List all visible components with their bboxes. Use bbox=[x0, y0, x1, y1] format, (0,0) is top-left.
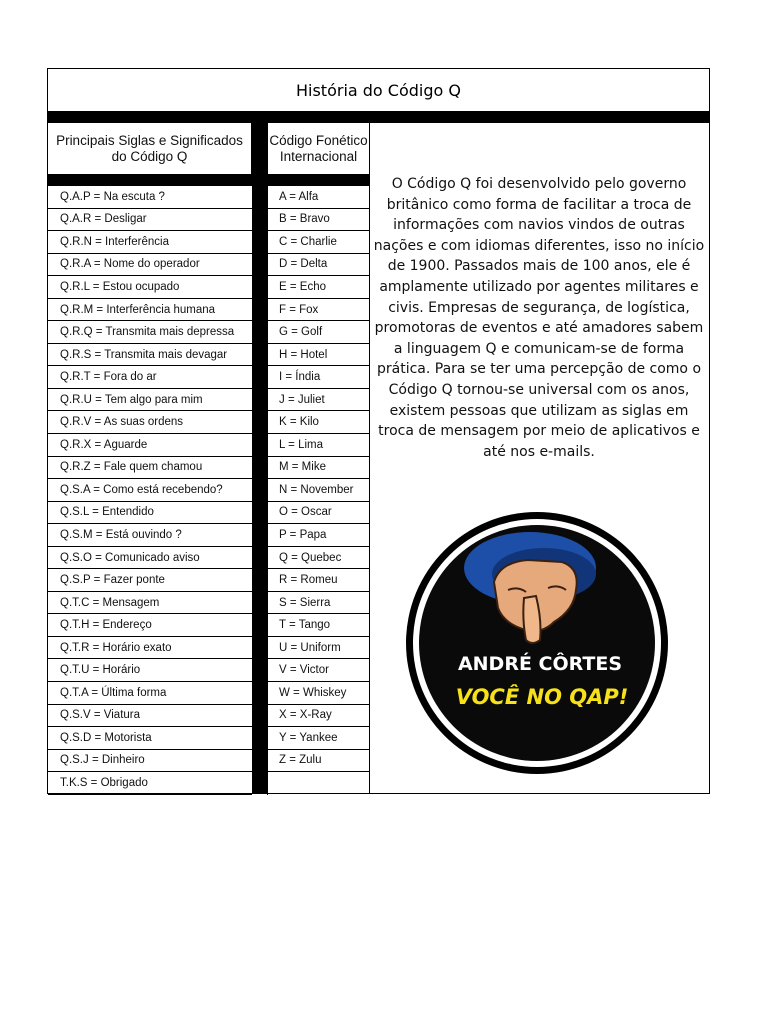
q-code-item: Q.R.S = Transmita mais devagar bbox=[48, 344, 252, 367]
phonetic-item: V = Victor bbox=[267, 659, 369, 682]
phonetic-item: M = Mike bbox=[267, 457, 369, 480]
q-code-item: Q.S.M = Está ouvindo ? bbox=[48, 524, 252, 547]
q-code-item: Q.R.T = Fora do ar bbox=[48, 366, 252, 389]
q-code-item: Q.T.C = Mensagem bbox=[48, 592, 252, 615]
q-code-item: Q.S.V = Viatura bbox=[48, 705, 252, 728]
phonetic-item: E = Echo bbox=[267, 276, 369, 299]
phonetic-item: X = X-Ray bbox=[267, 705, 369, 728]
phonetic-item: C = Charlie bbox=[267, 231, 369, 254]
phonetic-header: Código Fonético Internacional bbox=[267, 123, 369, 174]
q-code-item: Q.T.U = Horário bbox=[48, 659, 252, 682]
phonetic-item: I = Índia bbox=[267, 366, 369, 389]
q-code-item: Q.R.Z = Fale quem chamou bbox=[48, 457, 252, 480]
q-code-item: Q.S.A = Como está recebendo? bbox=[48, 479, 252, 502]
phonetic-item: S = Sierra bbox=[267, 592, 369, 615]
q-code-item: Q.S.D = Motorista bbox=[48, 727, 252, 750]
phonetic-item: A = Alfa bbox=[267, 186, 369, 209]
andre-cortes-logo bbox=[404, 510, 670, 776]
history-description: O Código Q foi desenvolvido pelo governo britânico como forma de facilitar a troca de informações com navios vindos de outras nações e com idiomas diferentes, isso no início de 1900. Passados mais de 100 anos, ele é amplamente utilizado por agentes militares e civis. Empresas de segurança, de logística, promotoras de eventos e até amadores sabem a linguagem Q e comunicam-se de forma prática. Para se ter uma percepção de como o Código Q tornou-se universal com os anos, existem pessoas que utilizam as siglas em troca de mensagem por meio de aplicativos e até nos e-mails. bbox=[373, 176, 705, 460]
q-code-item: Q.R.A = Nome do operador bbox=[48, 254, 252, 277]
phonetic-item: Y = Yankee bbox=[267, 727, 369, 750]
index-finger bbox=[523, 596, 540, 643]
q-code-item: Q.T.A = Última forma bbox=[48, 682, 252, 705]
column-separator bbox=[252, 123, 267, 794]
logo-name-text: ANDRÉ CÔRTES bbox=[457, 653, 623, 675]
q-codes-list bbox=[48, 186, 252, 795]
phonetic-item: T = Tango bbox=[267, 614, 369, 637]
phonetic-item: D = Delta bbox=[267, 254, 369, 277]
phonetic-item: N = November bbox=[267, 479, 369, 502]
q-code-item: Q.R.M = Interferência humana bbox=[48, 299, 252, 322]
phonetic-empty-cell bbox=[267, 772, 369, 795]
phonetic-item: L = Lima bbox=[267, 434, 369, 457]
phonetic-item: P = Papa bbox=[267, 524, 369, 547]
phonetic-item: B = Bravo bbox=[267, 209, 369, 232]
q-codes-header-bar bbox=[48, 174, 252, 186]
q-code-item: Q.R.U = Tem algo para mim bbox=[48, 389, 252, 412]
phonetic-item: H = Hotel bbox=[267, 344, 369, 367]
q-code-item: Q.T.H = Endereço bbox=[48, 614, 252, 637]
q-code-item: T.K.S = Obrigado bbox=[48, 772, 252, 795]
phonetic-item: W = Whiskey bbox=[267, 682, 369, 705]
q-code-item: Q.T.R = Horário exato bbox=[48, 637, 252, 660]
phonetic-header-bar bbox=[267, 174, 369, 186]
phonetic-alphabet-list bbox=[267, 186, 369, 795]
q-codes-header: Principais Siglas e Significados do Código Q bbox=[48, 123, 252, 174]
q-code-item: Q.S.P = Fazer ponte bbox=[48, 569, 252, 592]
q-code-item: Q.S.O = Comunicado aviso bbox=[48, 547, 252, 570]
q-code-item: Q.S.L = Entendido bbox=[48, 502, 252, 525]
q-code-item: Q.R.X = Aguarde bbox=[48, 434, 252, 457]
phonetic-item: J = Juliet bbox=[267, 389, 369, 412]
phonetic-item: U = Uniform bbox=[267, 637, 369, 660]
phonetic-item: R = Romeu bbox=[267, 569, 369, 592]
q-code-item: Q.R.L = Estou ocupado bbox=[48, 276, 252, 299]
q-code-item: Q.R.V = As suas ordens bbox=[48, 411, 252, 434]
phonetic-item: O = Oscar bbox=[267, 502, 369, 525]
page-title: História do Código Q bbox=[295, 80, 461, 100]
q-code-item: Q.R.Q = Transmita mais depressa bbox=[48, 321, 252, 344]
q-code-item: Q.A.R = Desligar bbox=[48, 209, 252, 232]
phonetic-item: F = Fox bbox=[267, 299, 369, 322]
phonetic-item: K = Kilo bbox=[267, 411, 369, 434]
q-code-item: Q.R.N = Interferência bbox=[48, 231, 252, 254]
q-code-item: Q.S.J = Dinheiro bbox=[48, 750, 252, 773]
q-code-item: Q.A.P = Na escuta ? bbox=[48, 186, 252, 209]
phonetic-item: Q = Quebec bbox=[267, 547, 369, 570]
title-divider-bar bbox=[48, 111, 709, 123]
phonetic-item: Z = Zulu bbox=[267, 750, 369, 773]
logo-slogan-text: VOCÊ NO QAP! bbox=[455, 685, 629, 709]
phonetic-item: G = Golf bbox=[267, 321, 369, 344]
